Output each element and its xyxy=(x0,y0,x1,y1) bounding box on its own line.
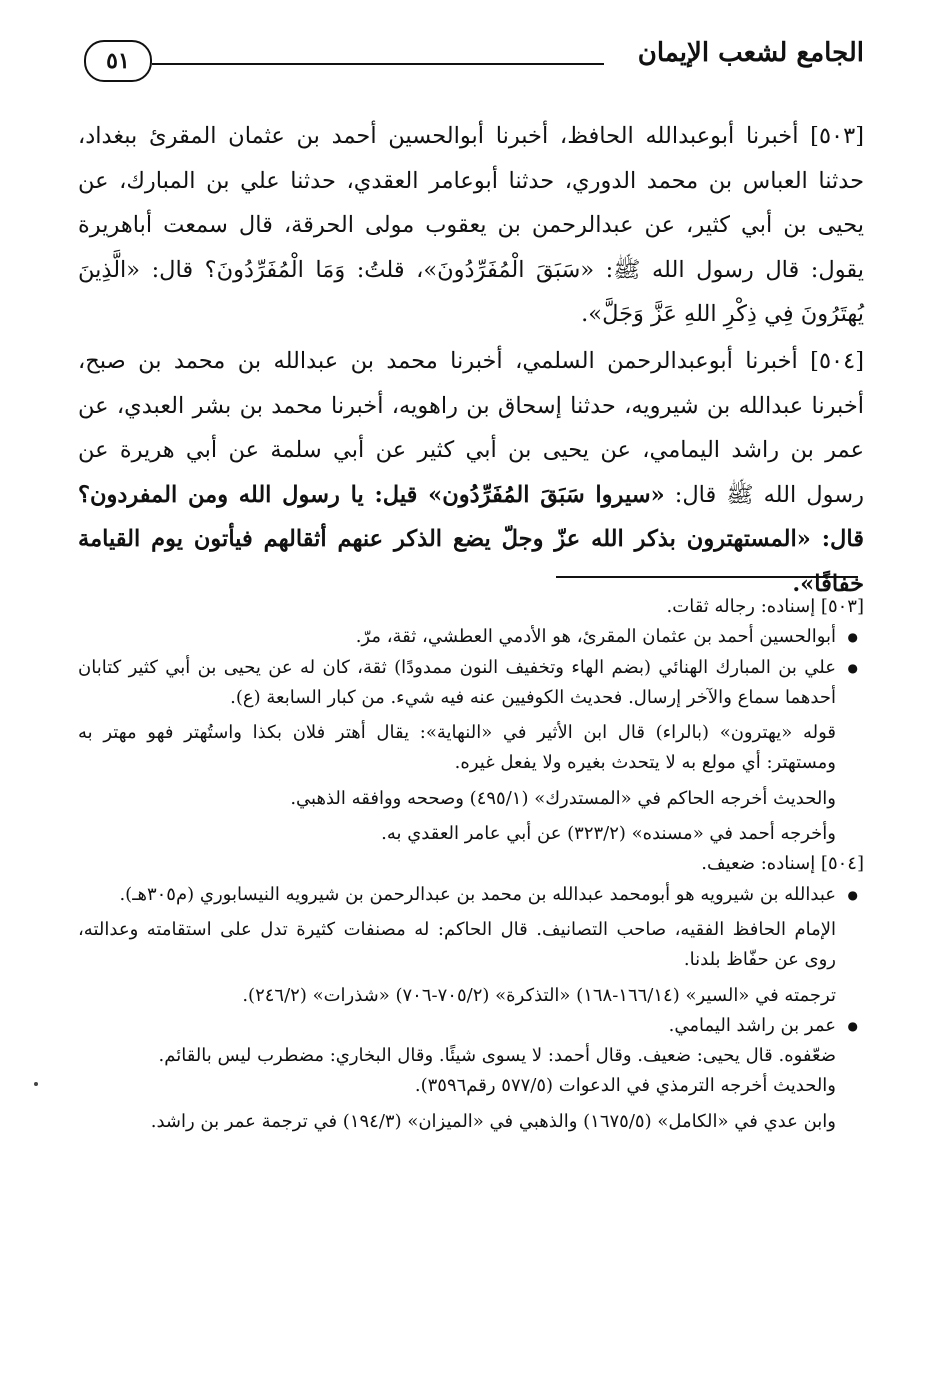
note-503-para-3: وأخرجه أحمد في «مسنده» (٣٢٣/٢) عن أبي عامر العقدي به. xyxy=(381,823,836,845)
note-504-bullet-1 xyxy=(78,880,864,910)
hadith-504-bold: «سيروا سَبَقَ المُفَرِّدُون» قيل: يا رسول الله ومن المفردون؟ قال: «المستهترون بذكر الله عزّ وجلّ يضع الذكر عنهم أثقالهم فيأتون يوم القيامة خفافًا». xyxy=(78,481,864,597)
note-504-para-5: وابن عدي في «الكامل» (١٦٧٥/٥) والذهبي في «الميزان» (١٩٤/٣) في ترجمة عمر بن راشد. xyxy=(150,1110,836,1132)
hadith-503: [٥٠٣] أخبرنا أبوعبدالله الحافظ، أخبرنا أبوالحسين أحمد بن عثمان المقرئ ببغداد، حدثنا العباس بن محمد الدوري، حدثنا أبوعامر العقدي، حدثنا علي بن المبارك، عن يحيى بن أبي كثير، عن عبدالرحمن بن يعقوب مولى الحرقة، قال سمعت أباهريرة يقول: قال رسول الله ﷺ: «سَبَقَ الْمُفَرِّدُونَ»، قلتُ: وَمَا الْمُفَرِّدُونَ؟ قال: «الَّذِينَ يُهتَرُونَ فِي ذِكْرِ اللهِ عَزَّ وَجَلَّ». xyxy=(78,123,864,328)
main-text xyxy=(78,114,864,609)
footnote-rule xyxy=(556,576,858,578)
note-503-bullet-1 xyxy=(78,622,864,652)
note-503-bullet-2 xyxy=(78,653,864,714)
note-504-bullet-2-text: عمر بن راشد اليمامي. xyxy=(668,1014,836,1036)
note-503-para-1: قوله «يهترون» (بالراء) قال ابن الأثير في «النهاية»: يقال أهتر فلان بكذا واستُهتر فهو مهتر به ومستهتر: أي مولع به لا يتحدث بغيره ولا يفعل غيره. xyxy=(78,722,836,774)
note-504-para-2: ترجمته في «السير» (١٦٦/١٤-١٦٨) «التذكرة» (٧٠٥/٢-٧٠٦) «شذرات» (٢٤٦/٢). xyxy=(242,984,836,1006)
note-503-bullet-1-text: أبوالحسين أحمد بن عثمان المقرئ، هو الأدمي العطشي، ثقة، مرّ. xyxy=(355,626,836,648)
note-504-bullet-1-text: عبدالله بن شيرويه هو أبومحمد عبدالله بن محمد بن عبدالرحمن بن شيرويه النيسابوري (م٣٠٥هـ). xyxy=(119,883,836,905)
note-503-para-2: والحديث أخرجه الحاكم في «المستدرك» (٤٩٥/١) وصححه ووافقه الذهبي. xyxy=(290,787,836,809)
note-504-para-1: الإمام الحافظ الفقيه، صاحب التصانيف. قال الحاكم: له مصنفات كثيرة تدل على استقامته وعدالته، روى عن حفّاظ بلدنا. xyxy=(78,918,836,971)
note-504-bullet-2 xyxy=(78,1011,864,1041)
footnotes xyxy=(78,592,864,1137)
page-header xyxy=(84,36,864,96)
note-503-heading: [٥٠٣] إسناده: رجاله ثقات. xyxy=(666,596,864,617)
note-503-bullet-2-text: علي بن المبارك الهنائي (بضم الهاء وتخفيف النون ممدودًا) ثقة، كان له عن يحيى بن أبي كثير كتابان أحدهما سماع والآخر إرسال. فحديث الكوفيين عنه فيه شيء. من كبار السابعة (ع). xyxy=(78,656,836,708)
note-504-para-4: والحديث أخرجه الترمذي في الدعوات (٥٧٧/٥ رقم٣٥٩٦). xyxy=(414,1075,836,1097)
margin-dot xyxy=(34,1082,38,1086)
page-number: ٥١ xyxy=(84,40,152,82)
hadith-504-text: [٥٠٤] أخبرنا أبوعبدالرحمن السلمي، أخبرنا محمد بن عبدالله بن محمد بن صبح، أخبرنا عبدالله بن شيرويه، حدثنا إسحاق بن راهويه، أخبرنا محمد بن بشر العبدي، عن عمر بن راشد اليمامي، عن يحيى بن أبي كثير عن أبي سلمة عن أبي هريرة عن رسول الله ﷺ قال: xyxy=(78,347,864,508)
note-504-heading: [٥٠٤] إسناده: ضعيف. xyxy=(701,853,864,875)
note-504-para-3: ضعّفوه. قال يحيى: ضعيف. وقال أحمد: لا يسوى شيئًا. وقال البخاري: مضطرب ليس بالقائم. xyxy=(158,1045,836,1067)
header-rule xyxy=(152,63,604,65)
hadith-504 xyxy=(78,339,864,607)
book-title: الجامع لشعب الإيمان xyxy=(637,38,864,68)
